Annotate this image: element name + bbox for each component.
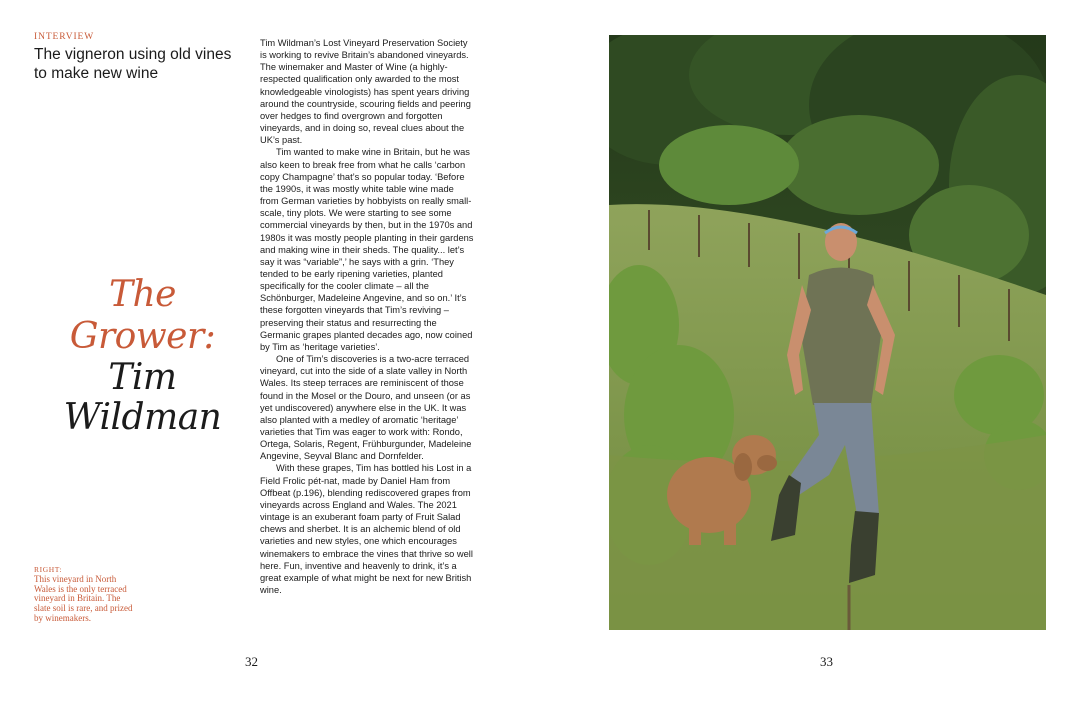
section-label: INTERVIEW xyxy=(34,32,95,42)
page-number-left: 32 xyxy=(245,654,258,669)
body-paragraph-4: With these grapes, Tim has bottled his Lost in a Field Frolic pét-nat, made by Daniel Ham from Offbeat (p.196), blending rediscovered grapes from vineyards across England and Wales. The 2021 vintage is an exuberant foam party of Fruit Salad chews and sherbet. It is an alchemic blend of old varieties and new styles, one which encourages winemakers to embrace the vines that thrive so well here. Fun, inventive and heavenly to drink, it’s a great example of what might be next for new British wine. xyxy=(260,463,473,596)
photo-caption xyxy=(34,565,134,624)
right-page xyxy=(540,0,1080,703)
body-paragraph-1: Tim Wildman’s Lost Vineyard Preservation Society is working to revive Britain’s abandoned vineyards. The winemaker and Master of Wine (a highly-respected qualification only awarded to the most knowledgeable vinologists) has spent years driving around the countryside, scouring fields and peering over hedges to find overgrown and forgotten vineyards, and in doing so, reveal clues about the UK’s past. xyxy=(260,38,471,146)
headline-line-3: Wildman xyxy=(63,397,222,438)
headline-line-2: Tim xyxy=(108,357,177,398)
section-title: The vigneron using old vines to make new wine xyxy=(34,46,232,82)
page-number-right: 33 xyxy=(820,654,833,669)
article-body xyxy=(260,37,474,596)
caption-label: RIGHT: xyxy=(34,565,63,574)
vineyard-photo-illustration xyxy=(609,35,1046,630)
body-paragraph-2: Tim wanted to make wine in Britain, but he was also keen to break free from what he calls ‘carbon copy Champagne’ that’s so popular today. ‘Before the 1990s, it was mostly white table wine made from German varieties by hobbyists on really small-scale, tiny plots. We were starting to see some commercial vineyards by then, but in the 1970s and 1980s it was mostly people planting in their gardens and making wine in their sheds. The quality... let’s say it was “variable”,’ he says with a grin. ‘They tended to be early ripening varieties, planted specifically for the cooler climate – all the Schönburger, Madeleine Angevine, and so on.’ It’s these forgotten vineyards that Tim’s reviving – preserving their status and resurrecting the Germanic grapes planted decades ago, now coined by Tim as ‘heritage varieties’. xyxy=(260,147,474,352)
article-headline xyxy=(40,274,245,438)
caption-text: This vineyard in North Wales is the only terraced vineyard in Britain. The slate soil is rare, and prized by winemakers. xyxy=(34,574,133,623)
vineyard-photo xyxy=(609,35,1046,630)
headline-line-1: The Grower: xyxy=(69,274,216,357)
body-paragraph-3: One of Tim’s discoveries is a two-acre terraced vineyard, cut into the side of a slate valley in North Wales. Its steep terraces are reminiscent of those found in the Mosel or the Douro, and unseen (or as yet undiscovered) anywhere else in the UK. It was also planted with a medley of aromatic ‘heritage’ varieties that Tim was eager to work with: Rondo, Ortega, Solaris, Regent, Frühburgunder, Madeleine Angevine, Seyval Blanc and Dornfelder. xyxy=(260,354,472,462)
